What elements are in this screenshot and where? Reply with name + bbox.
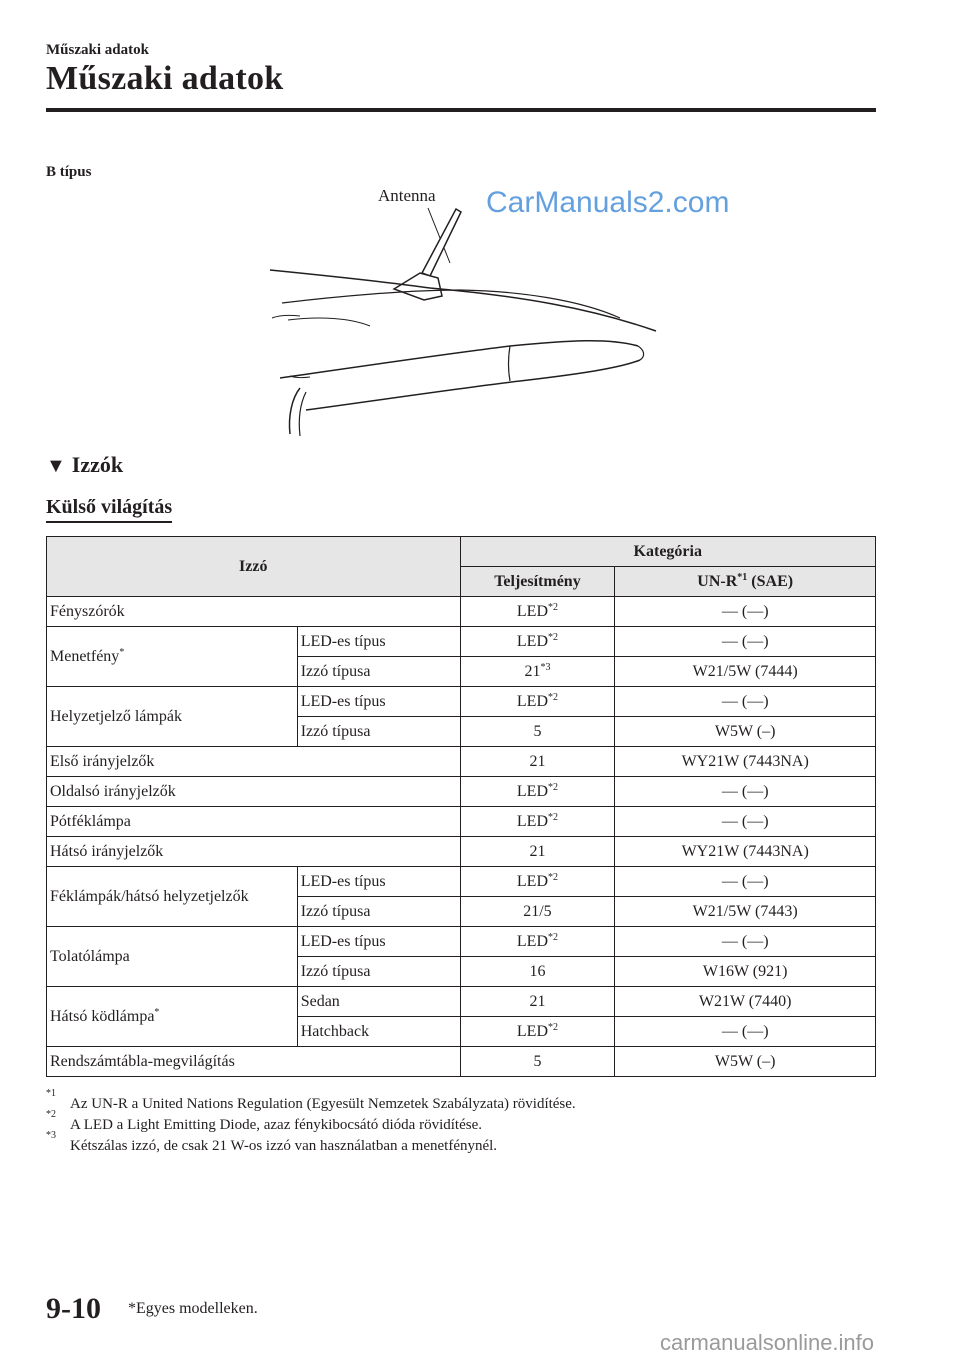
unr-cell: — (—)	[615, 627, 876, 657]
subsection-title: Külső világítás	[46, 496, 172, 523]
unr-cell: W16W (921)	[615, 957, 876, 987]
header-wattage: Teljesítmény	[460, 567, 615, 597]
wattage-cell: LED$^{*2}$	[460, 597, 615, 627]
unr-cell: — (—)	[615, 807, 876, 837]
table-row	[47, 627, 876, 657]
unr-cell: W21/5W (7444)	[615, 657, 876, 687]
row-sublabel: LED-es típus	[297, 627, 460, 657]
table-row	[47, 987, 876, 1017]
header-category: Kategória	[460, 537, 875, 567]
unr-cell: — (—)	[615, 777, 876, 807]
row-label: Rendszámtábla-megvilágítás	[47, 1047, 461, 1077]
wattage-cell: 21	[460, 987, 615, 1017]
bulb-table	[46, 536, 876, 1077]
footer-note: *Egyes modelleken.	[128, 1300, 258, 1317]
unr-cell: — (—)	[615, 1017, 876, 1047]
row-label: Fényszórók	[47, 597, 461, 627]
wattage-cell: LED$^{*2}$	[460, 867, 615, 897]
footnote: *3 Kétszálas izzó, de csak 21 W-os izzó van használatban a menetfénynél.	[46, 1130, 498, 1154]
antenna-callout-label: Antenna	[378, 186, 436, 205]
watermark: CarManuals2.com	[486, 186, 730, 219]
wattage-cell: LED$^{*2}$	[460, 1017, 615, 1047]
wattage-cell: 21	[460, 747, 615, 777]
table-row	[47, 597, 876, 627]
row-sublabel: LED-es típus	[297, 927, 460, 957]
unr-cell: W21W (7440)	[615, 987, 876, 1017]
row-label: Hátsó ködlámpa*	[47, 987, 298, 1047]
table-row	[47, 807, 876, 837]
unr-cell: — (—)	[615, 687, 876, 717]
row-label: Hátsó irányjelzők	[47, 837, 461, 867]
row-label: Helyzetjelző lámpák	[47, 687, 298, 747]
row-sublabel: Sedan	[297, 987, 460, 1017]
wattage-cell: 5	[460, 1047, 615, 1077]
table-row	[47, 687, 876, 717]
table-row	[47, 777, 876, 807]
wattage-cell: 16	[460, 957, 615, 987]
row-sublabel: LED-es típus	[297, 867, 460, 897]
footnote: *2 A LED a Light Emitting Diode, azaz fénykibocsátó dióda rövidítése.	[46, 1109, 482, 1133]
triangle-down-icon: ▼	[46, 455, 66, 477]
footnote: *1 Az UN-R a United Nations Regulation (Egyesült Nemzetek Szabályzata) rövidítése.	[46, 1088, 576, 1112]
table-row	[47, 747, 876, 777]
row-label: Pótféklámpa	[47, 807, 461, 837]
row-label: Oldalsó irányjelzők	[47, 777, 461, 807]
header-rule	[46, 108, 876, 112]
wattage-cell: 21/5	[460, 897, 615, 927]
unr-cell: WY21W (7443NA)	[615, 747, 876, 777]
table-row	[47, 1047, 876, 1077]
antenna-mast	[422, 209, 461, 276]
row-label: Menetfény*	[47, 627, 298, 687]
figure-caption: B típus	[46, 164, 92, 180]
site-watermark: carmanualsonline.info	[660, 1330, 875, 1355]
page-number: 9-10	[46, 1292, 101, 1325]
row-label: Első irányjelzők	[47, 747, 461, 777]
unr-cell: W5W (–)	[615, 1047, 876, 1077]
unr-cell: — (—)	[615, 867, 876, 897]
running-header: Műszaki adatok	[46, 42, 149, 58]
row-label: Féklámpák/hátsó helyzetjelzők	[47, 867, 298, 927]
table-row	[47, 837, 876, 867]
unr-cell: W21/5W (7443)	[615, 897, 876, 927]
unr-cell: — (—)	[615, 927, 876, 957]
table-header-row	[47, 537, 876, 567]
wattage-cell: 21$^{*3}$	[460, 657, 615, 687]
chapter-title: Műszaki adatok	[46, 60, 284, 97]
table-row	[47, 927, 876, 957]
unr-cell: W5W (–)	[615, 717, 876, 747]
unr-cell: — (—)	[615, 597, 876, 627]
wattage-cell: 5	[460, 717, 615, 747]
table-row	[47, 867, 876, 897]
row-label: Tolatólámpa	[47, 927, 298, 987]
row-sublabel: Izzó típusa	[297, 897, 460, 927]
row-sublabel: LED-es típus	[297, 687, 460, 717]
wattage-cell: 21	[460, 837, 615, 867]
row-sublabel: Izzó típusa	[297, 657, 460, 687]
wattage-cell: LED$^{*2}$	[460, 687, 615, 717]
wattage-cell: LED$^{*2}$	[460, 627, 615, 657]
wattage-cell: LED$^{*2}$	[460, 927, 615, 957]
unr-cell: WY21W (7443NA)	[615, 837, 876, 867]
header-unr: $UN-R^{*1}$ (SAE)	[615, 567, 876, 597]
footnotes	[46, 1088, 876, 1157]
section-title-text: Izzók	[71, 452, 124, 477]
header-bulb: Izzó	[47, 537, 461, 597]
wattage-cell: LED$^{*2}$	[460, 807, 615, 837]
wattage-cell: LED$^{*2}$	[460, 777, 615, 807]
row-sublabel: Izzó típusa	[297, 717, 460, 747]
section-title	[46, 452, 123, 478]
row-sublabel: Izzó típusa	[297, 957, 460, 987]
row-sublabel: Hatchback	[297, 1017, 460, 1047]
